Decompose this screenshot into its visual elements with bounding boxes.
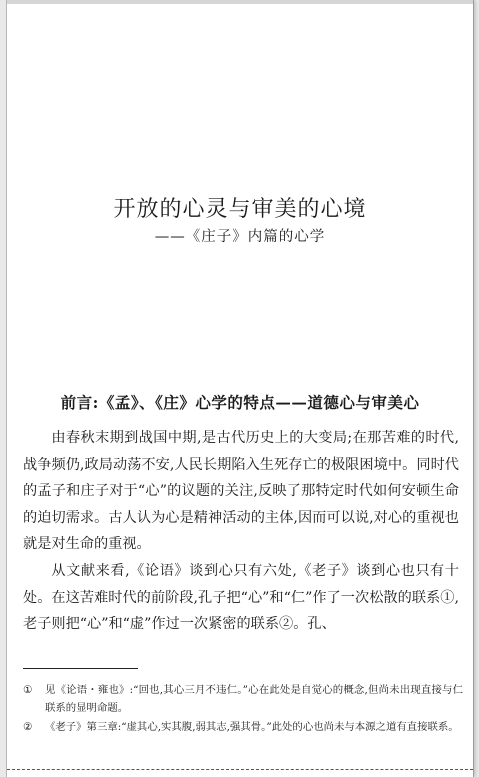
footnote-divider (23, 668, 138, 669)
footnote-mark: ① (23, 684, 33, 696)
paragraph: 由春秋末期到战国中期,是古代历史上的大变局;在那苦难的时代,战争频仍,政局动荡不安,人民长期陷入生死存亡的极限困境中。同时代的孟子和庄子对于“心”的议题的关注,反映了那特定时代如何安顿生命的迫切需求。古人认为心是精神活动的主体,因而可以说,对心的重视也就是对生命的重视。 (23, 430, 459, 553)
section-heading: 前言:《孟》、《庄》心学的特点——道德心与审美心 (60, 392, 420, 412)
footnote-mark: ② (23, 721, 33, 733)
page-bottom-dashed-line (7, 769, 473, 770)
chapter-subtitle: ——《庄子》内篇的心学 (154, 229, 326, 245)
chapter-title: 开放的心灵与审美的心境 (113, 196, 367, 222)
footnote (23, 719, 463, 737)
footnotes (23, 682, 463, 739)
body-text (23, 425, 459, 638)
document-page (6, 0, 474, 777)
footnote-text: 《老子》第三章:“虚其心,实其腹,弱其志,强其骨。”此处的心也尚未与本源之道有直接联系。 (45, 721, 459, 733)
footnote (23, 682, 463, 717)
paragraph: 从文献来看,《论语》谈到心只有六处,《老子》谈到心也只有十处。在这苦难时代的前阶段,孔子把“心”和“仁”作了一次松散的联系①,老子则把“心”和“虚”作过一次紧密的联系②。孔、 (23, 562, 459, 633)
footnote-text: 见《论语・雍也》:“回也,其心三月不违仁。”心在此处是自觉心的概念,但尚未出现直接与仁联系的显明命题。 (45, 684, 463, 714)
page-top-edge (7, 0, 473, 4)
